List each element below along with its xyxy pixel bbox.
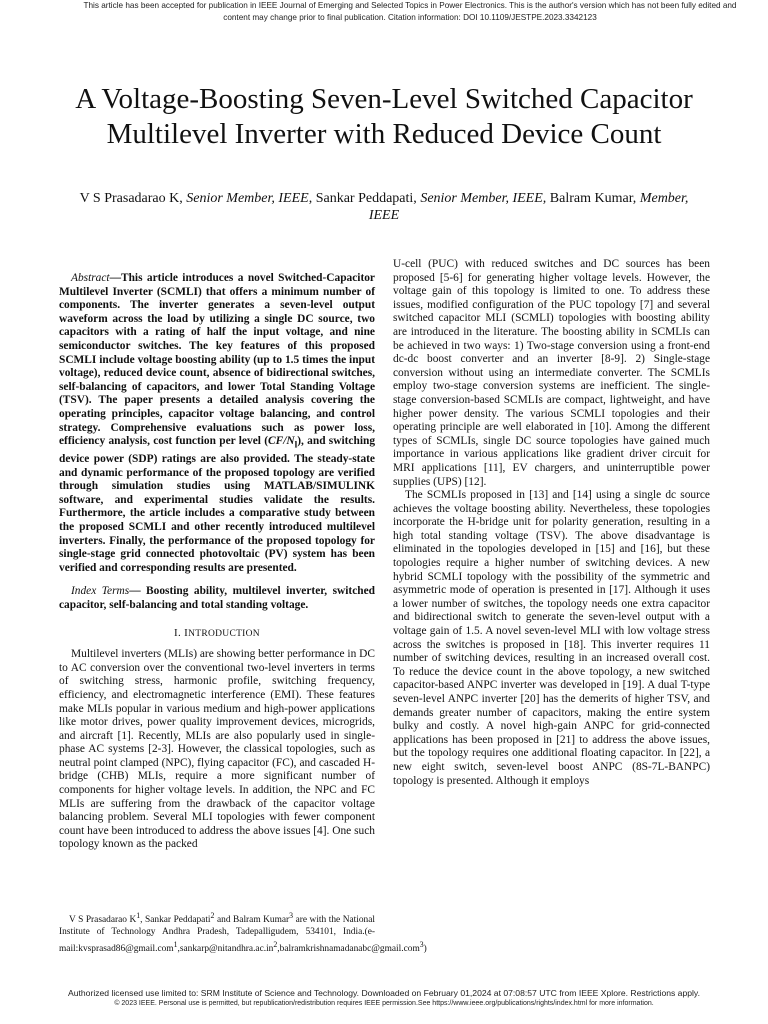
author-3-role: Member, IEEE (368, 191, 689, 223)
footer-copyright-line: © 2023 IEEE. Personal use is permitted, but republication/redistribution requires IEEE permission.See https://www.ieee.org/publications/rights/index.html for more information. (114, 1000, 654, 1007)
abstract (59, 272, 375, 575)
footnote-s3: 3 (289, 911, 294, 920)
footnote-t1: V S Prasadarao K (69, 915, 137, 926)
cf-subscript: l (294, 440, 298, 451)
right-paragraph-1: U-cell (PUC) with reduced switches and DC sources has been proposed [5-6] for generating higher voltage levels. However, the voltage gain of this topology is limited to one. To address these issues, modified configuration of the PUC topology [7] and several switched capacitor MLI (SCMLI) topologies with boosting ability are introduced in the literature. The boosting ability in SCMLIs can be achieved in two ways: 1) Two-stage conversion using a front-end dc-dc boost converter and an inverter [8-9]. 2) Single-stage conversion without using an intermediate converter. The SCMLIs employ two-stage conversion systems are inefficient. The single-stage conversion-based SCMLIs are compact, lightweight, and have higher power density. The various SCMLI topologies and their operating principle are well elaborated in [10]. Among the different types of SCMLIs, single DC source topologies have gained much importance in various applications like gradient driver circuit for MRI applications [11], EV chargers, and uninterruptible power supplies (UPS) [12]. (393, 258, 710, 488)
abstract-body-1: This article introduces a novel Switched-Capacitor Multilevel Inverter (SCMLI) that offers a minimum number of components. The inverter generates a seven-level output waveform across the load by utilizing a single DC source, two capacitors with a rating of half the input voltage, and nine semiconductor switches. The key features of this proposed SCMLI include voltage boosting ability (up to 1.5 times the input voltage), reduced device count, absence of bidirectional switches, self-balancing of capacitors, and lower Total Standing Voltage (TSV). The paper presents a detailed analysis covering the operating principles, capacitor voltage balancing, and control strategy. Comprehensive evaluations such as power loss, efficiency analysis, cost function per level ( (59, 272, 375, 448)
right-paragraph-2: The SCMLIs proposed in [13] and [14] using a single dc source achieves the voltage boosting ability. Nevertheless, these topologies incorporate the H-bridge unit for polarity generation, resulting in a high total standing voltage (TSV). The above disadvantage is eliminated in the topologies developed in [15] and [16], but these topologies require a higher number of switching devices. A new hybrid SCMLI topology with the possibility of the symmetric and asymmetric mode of operation is presented in [17]. Although it uses a lower number of switches, the topology needs one extra capacitor and bidirectional switch to generate the seven-level output with a voltage gain of 1.5. A novel seven-level MLI with low voltage stress across the switches is proposed in [18]. This inverter requires 11 number of switching devices, resulting in an increased overall cost. To reduce the device count in the above topology, a new switched capacitor-based ANPC inverter was developed in [19]. A dual T-type seven-level ANPC inverter [20] has the demerits of higher TSV, and demands greater number of capacitors, making the entire system bulky and costly. A novel high-gain ANPC for grid-connected applications has been proposed in [21] to address the above issues, but the topology requires one additional floating capacitor. In [22], a new eight switch, seven-level boost ANPC (8S-7L-BANPC) topology is presented. Although it employs (393, 489, 710, 787)
footnote-t6: ,balramkrishnamadanabc@gmail.com (277, 943, 420, 954)
index-terms-body: Boosting ability, multilevel inverter, switched capacitor, self-balancing and total standing voltage. (59, 585, 375, 611)
section-first-letter: I (184, 626, 189, 639)
footer-license-line: Authorized licensed use limited to: SRM Institute of Science and Technology. Downloaded on February 01,2024 at 07:08:57 UTC from IEEE Xplore. Restrictions apply. (68, 988, 700, 998)
intro-paragraph: Multilevel inverters (MLIs) are showing better performance in DC to AC conversion over the conventional two-level inverters in terms of switching stress, harmonic profile, switching frequency, efficiency, and electromagnetic interference (EMI). These features make MLIs popular in various medium and high-power applications like motor drives, power quality improvement devices, microgrids, and aircraft [1]. Recently, MLIs are also popularly used in single-phase AC systems [2-3]. However, the classical topologies, such as neutral point clamped (NPC), flying capacitor (FC), and cascaded H-bridge (CHB) MLIs, require a more significant number of components for higher voltage levels. In addition, the NPC and FC MLIs are suffering from the drawback of the capacitor voltage balancing problem. Several MLI topologies with fewer component count have been introduced to address the above issues [4]. One such topology known as the packed (59, 648, 375, 851)
footnote-t7: ) (423, 943, 427, 954)
publication-banner (60, 0, 760, 24)
footnote-t4: are with the National Institute of Technology Andhra Pradesh, Tadepalligudem, 534101, India.(e-mail:kvsprasad86@gmail.com (59, 915, 375, 954)
author-2-name: , Sankar Peddapati, (308, 191, 421, 206)
footnote-t5: ,sankarp@nitandhra.ac.in (177, 943, 274, 954)
banner-line-2: content may change prior to final publication. Citation information: DOI 10.1109/JESTPE.2023.3342123 (223, 13, 597, 22)
author-1-role: Senior Member, IEEE (186, 191, 309, 206)
right-column (393, 258, 710, 788)
cf-symbol: CF/N (268, 435, 295, 448)
page-footer (0, 988, 768, 1008)
abstract-body-2: ), and switching device power (SDP) ratings are also provided. The steady-state and dynamic performance of the proposed topology are verified through simulation studies using MATLAB/SIMULINK software, and experimental studies validate the results. Furthermore, the article includes a comparative study between the proposed SCMLI and other recently introduced multilevel inverters. Finally, the performance of the proposed topology for single-stage grid connected photovoltaic (PV) system has been verified and corresponding results are presented. (59, 435, 376, 574)
footnote-s4: 1 (173, 939, 178, 949)
footnote-t3: and Balram Kumar (214, 915, 290, 926)
section-number: I. (174, 626, 185, 639)
paper-title: A Voltage-Boosting Seven-Level Switched Capacitor Multilevel Inverter with Reduced Device Count (75, 83, 693, 150)
author-line (70, 190, 698, 224)
index-terms (59, 585, 375, 612)
author-1-name: V S Prasadarao K, (79, 191, 187, 206)
abstract-lead: Abstract (71, 272, 110, 284)
left-column (59, 272, 375, 852)
footnote-t2: , Sankar Peddapati (140, 915, 211, 926)
section-heading-introduction (59, 627, 375, 642)
footnote-text (59, 910, 427, 955)
footnote-s6: 3 (419, 939, 424, 949)
footnote-s2: 2 (210, 911, 215, 920)
footnote-s5: 2 (273, 939, 278, 949)
author-2-role: Senior Member, IEEE, (420, 191, 547, 206)
abstract-dash: — (109, 272, 121, 284)
index-terms-lead: Index Terms (71, 585, 130, 598)
footnote-s1: 1 (136, 911, 141, 920)
author-footnote (59, 910, 427, 955)
index-terms-dash: — (129, 585, 147, 598)
section-title-rest: NTRODUCTION (188, 628, 260, 639)
author-3-name: Balram Kumar, (546, 191, 640, 206)
banner-line-1: This article has been accepted for publication in IEEE Journal of Emerging and Selected Topics in Power Electronics. This is the author's version which has not been fully edited and (83, 1, 737, 10)
